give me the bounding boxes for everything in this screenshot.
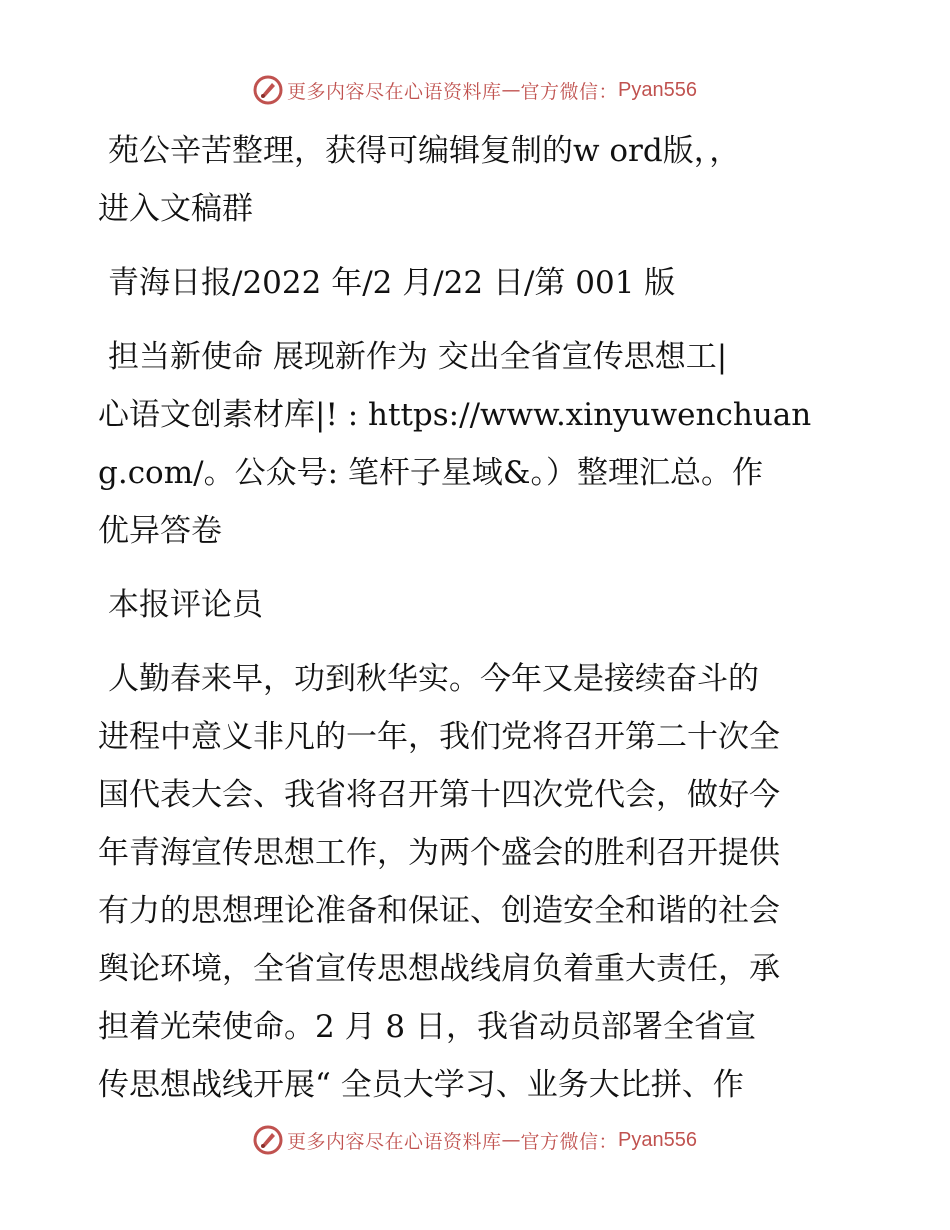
text-line: 进入文稿群 xyxy=(98,191,253,227)
text-line: 年青海宣传思想工作，为两个盛会的胜利召开提供 xyxy=(98,835,780,871)
watermark-separator: — xyxy=(501,79,521,101)
watermark-wechat-id: Pyan556 xyxy=(618,1128,697,1151)
watermark-wechat-label: 官方微信： xyxy=(520,1130,619,1153)
footer-watermark xyxy=(0,1122,950,1158)
watermark-site-text: 更多内容尽在心语资料库 xyxy=(287,80,502,103)
text-line: 优异答卷 xyxy=(98,513,222,549)
watermark-wechat-label: 官方微信： xyxy=(520,80,619,103)
byline xyxy=(98,576,854,634)
watermark-site-text: 更多内容尽在心语资料库 xyxy=(287,1130,502,1153)
text-line: 担着光荣使命。2 月 8 日，我省动员部署全省宣 xyxy=(98,1009,757,1045)
text-line: 传思想战线开展“ 全员大学习、业务大比拼、作 xyxy=(98,1067,744,1103)
document-body xyxy=(98,122,854,1114)
watermark-separator: — xyxy=(501,1129,521,1151)
text-line: 心语文创素材库|! : https://www.xinyuwenchuan xyxy=(98,397,812,433)
text-line: 有力的思想理论准备和保证、创造安全和谐的社会 xyxy=(98,893,780,929)
header-watermark xyxy=(0,72,950,108)
text-line: 进程中意义非凡的一年，我们党将召开第二十次全 xyxy=(98,719,780,755)
article-title xyxy=(98,328,854,560)
watermark-logo-icon xyxy=(253,1125,283,1155)
text-line: 担当新使命 展现新作为 交出全省宣传思想工| xyxy=(108,339,728,375)
text-line: 本报评论员 xyxy=(108,587,263,623)
text-line: 国代表大会、我省将召开第十四次党代会，做好今 xyxy=(98,777,780,813)
text-line: 苑公辛苦整理，获得可编辑复制的w ord版，， xyxy=(108,133,741,169)
body-paragraph xyxy=(98,650,854,1114)
text-line: 青海日报/2022 年/2 月/22 日/第 001 版 xyxy=(108,265,676,301)
source-line xyxy=(98,254,854,312)
text-line: g.com/。公众号: 笔杆子星域&。）整理汇总。作 xyxy=(98,455,763,491)
intro-paragraph xyxy=(98,122,854,238)
watermark-logo-icon xyxy=(253,75,283,105)
text-line: 舆论环境，全省宣传思想战线肩负着重大责任，承 xyxy=(98,951,780,987)
text-line: 人勤春来早，功到秋华实。今年又是接续奋斗的 xyxy=(108,661,759,697)
watermark-wechat-id: Pyan556 xyxy=(618,78,697,101)
